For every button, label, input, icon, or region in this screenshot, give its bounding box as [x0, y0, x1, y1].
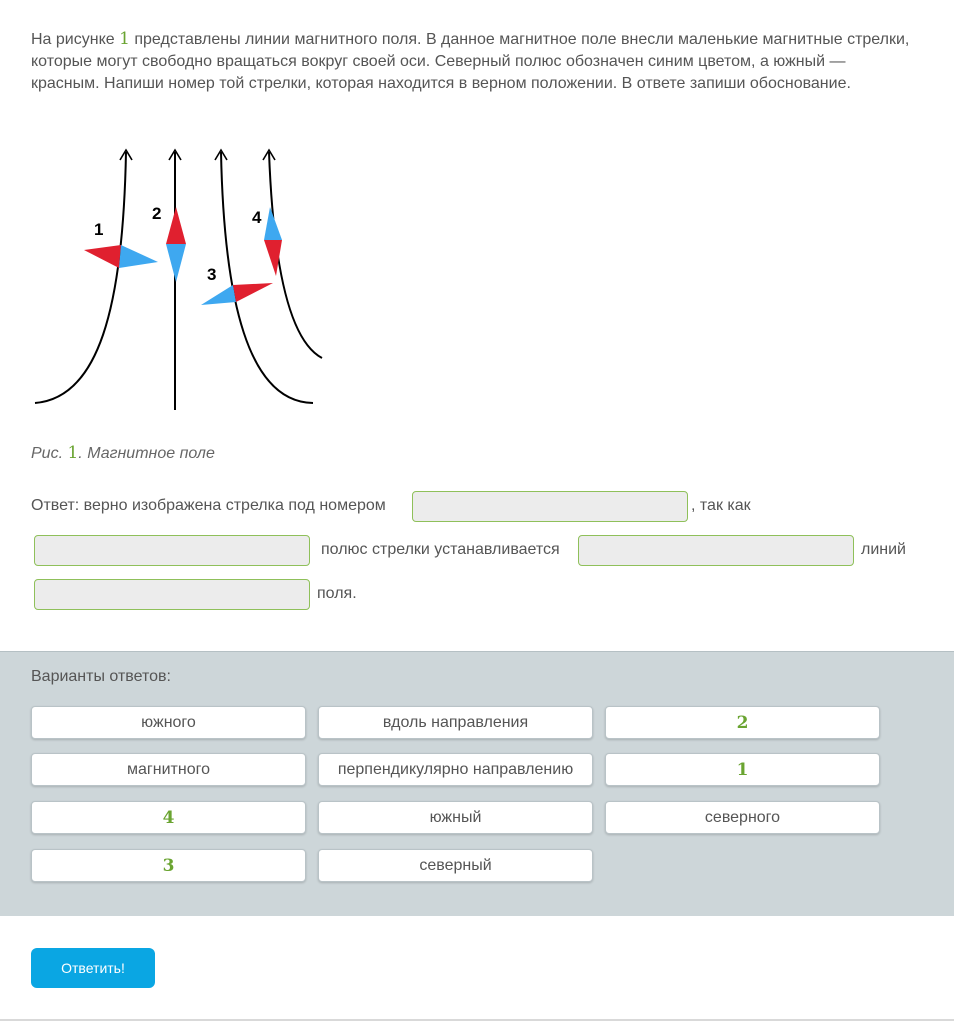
needle-label-4: 4 — [252, 208, 262, 227]
option-yuzhnogo[interactable]: южного — [31, 706, 306, 739]
compass-needle-2 — [166, 207, 186, 282]
option-3[interactable]: 3 — [31, 849, 306, 882]
answer-blank-4[interactable] — [34, 579, 310, 610]
question-text — [31, 28, 911, 95]
compass-needle-1 — [84, 245, 158, 268]
submit-button[interactable]: Ответить! — [31, 948, 155, 988]
answer-text-5: поля. — [317, 585, 357, 602]
answer-blank-2[interactable] — [34, 535, 310, 566]
compass-needle-3 — [201, 283, 273, 305]
field-line-3 — [221, 152, 313, 403]
option-yuzhny[interactable]: южный — [318, 801, 593, 834]
bottom-divider — [0, 1019, 954, 1021]
field-line-1 — [35, 152, 126, 403]
answer-blank-1[interactable] — [412, 491, 688, 522]
option-4[interactable]: 4 — [31, 801, 306, 834]
magnetic-field-figure — [28, 140, 338, 420]
caption-number: 1 — [67, 443, 79, 463]
option-2[interactable]: 2 — [605, 706, 880, 739]
needle-label-2: 2 — [152, 204, 162, 223]
option-perpendikulyarno-napravleniyu[interactable]: перпендикулярно направлению — [318, 753, 593, 786]
answer-blank-3[interactable] — [578, 535, 854, 566]
option-severnogo[interactable]: северного — [605, 801, 880, 834]
option-magnitnogo[interactable]: магнитного — [31, 753, 306, 786]
caption-prefix: Рис. — [31, 445, 68, 462]
options-title: Варианты ответов: — [31, 668, 171, 685]
figure-reference: 1 — [119, 29, 130, 49]
caption-suffix: . Магнитное поле — [78, 445, 215, 462]
option-severny[interactable]: северный — [318, 849, 593, 882]
answer-text-1: Ответ: верно изображена стрелка под номером — [31, 497, 386, 514]
question-text-start: На рисунке — [31, 31, 120, 48]
answer-text-4: линий — [861, 541, 906, 558]
figure-caption — [31, 443, 215, 463]
needle-label-1: 1 — [94, 220, 104, 239]
answer-text-2: , так как — [691, 497, 751, 514]
needle-label-3: 3 — [207, 265, 217, 284]
question-text-rest: представлены линии магнитного поля. В данное магнитное поле внесли маленькие магнитные стрелки, которые могут свободно вращаться вокруг своей оси. Северный полюс обозначен синим цветом, а южный — красным. Напиши номер той стрелки, которая находится в верном положении. В ответе запиши обоснование. — [31, 31, 910, 92]
answer-text-3: полюс стрелки устанавливается — [321, 541, 560, 558]
option-1[interactable]: 1 — [605, 753, 880, 786]
option-vdol-napravleniya[interactable]: вдоль направления — [318, 706, 593, 739]
